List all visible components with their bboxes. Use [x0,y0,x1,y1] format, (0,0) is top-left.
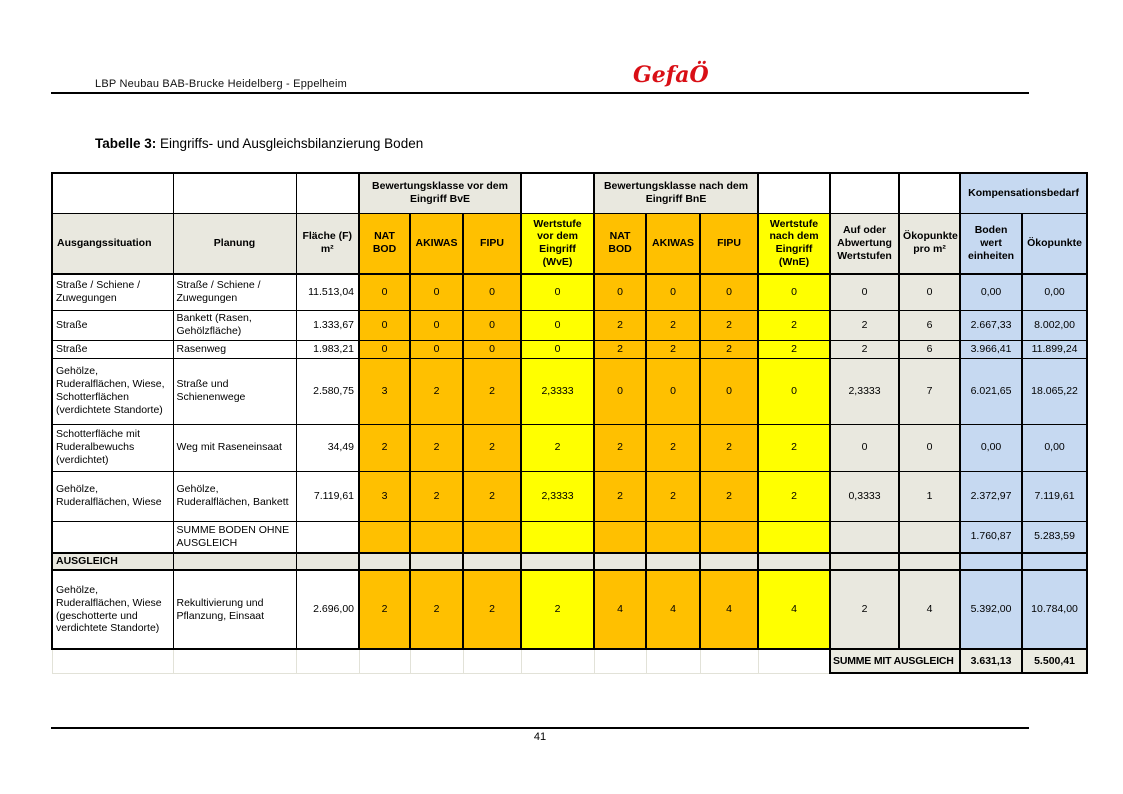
table-cell: Gehölze, Ruderalflächen, Wiese (geschotterte und verdichtete Standorte) [52,570,173,649]
empty-cell [594,649,646,673]
table-cell [700,521,758,553]
table-cell [410,553,463,570]
table-row-4 [52,424,1087,471]
table-cell: 4 [758,570,830,649]
summary-bodenwerteinheiten: 3.631,13 [960,649,1022,673]
table-cell: 0 [758,274,830,310]
table-cell: 0 [594,358,646,424]
table-row-2 [52,340,1087,358]
table-row-6 [52,521,1087,553]
summary-oekopunkte: 5.500,41 [1022,649,1087,673]
empty-cell [410,649,463,673]
empty-group-cell [173,173,296,213]
table-cell: 2 [463,424,521,471]
table-cell: 1.760,87 [960,521,1022,553]
empty-cell [521,649,594,673]
table-row-3 [52,358,1087,424]
table-cell [830,521,899,553]
table-cell [1022,553,1087,570]
table-cell: Straße / Schiene / Zuwegungen [52,274,173,310]
table-cell [594,521,646,553]
table-cell: 3.966,41 [960,340,1022,358]
col-header-auf-abwertung: Auf oder Abwertung Wertstufen [830,213,899,274]
table-cell: 2 [830,340,899,358]
table-header-row [52,213,1087,274]
balance-table [51,172,1088,674]
empty-group-cell [830,173,899,213]
table-cell: 2 [594,310,646,340]
table-row-1 [52,310,1087,340]
table-cell: 0 [700,274,758,310]
table-cell: Straße [52,310,173,340]
col-header-natbod-vor: NAT BOD [359,213,410,274]
table-cell: 2 [758,424,830,471]
table-cell: 2,3333 [830,358,899,424]
table-cell: 2.372,97 [960,471,1022,521]
table-cell [296,553,359,570]
table-cell: 2 [359,424,410,471]
table-cell: 0,00 [1022,274,1087,310]
table-cell: 2 [521,424,594,471]
table-cell: 0,00 [960,274,1022,310]
empty-cell [646,649,700,673]
group-header-kompensationsbedarf: Kompensationsbedarf [960,173,1087,213]
table-cell: 2 [594,424,646,471]
empty-group-cell [758,173,830,213]
summary-label: SUMME MIT AUSGLEICH [830,649,960,673]
table-cell: 2 [410,424,463,471]
table-cell: 2 [410,471,463,521]
empty-group-cell [899,173,960,213]
table-cell: 0 [700,358,758,424]
table-cell: 4 [594,570,646,649]
table-title-text: Eingriffs- und Ausgleichsbilanzierung Boden [160,136,424,151]
table-cell: 4 [646,570,700,649]
table-cell: 2 [758,340,830,358]
document-header-text: LBP Neubau BAB-Brucke Heidelberg - Eppelheim [95,78,347,90]
empty-group-cell [52,173,173,213]
table-cell: 0 [463,310,521,340]
table-cell: 0 [521,274,594,310]
table-cell [359,553,410,570]
table-cell: 11.899,24 [1022,340,1087,358]
col-header-flaeche: Fläche (F) m² [296,213,359,274]
table-cell: 0 [646,358,700,424]
table-cell: 2 [646,340,700,358]
col-header-wertstufe-vor: Wertstufe vor dem Eingriff (WvE) [521,213,594,274]
table-cell: 2 [830,570,899,649]
col-header-oekopunkte-pro-m2: Ökopunkte pro m² [899,213,960,274]
table-cell: 5.283,59 [1022,521,1087,553]
table-cell [899,553,960,570]
table-cell: Gehölze, Ruderalflächen, Wiese, Schotterflächen (verdichtete Standorte) [52,358,173,424]
table-cell: 2 [646,471,700,521]
table-cell: 0 [463,340,521,358]
table-cell: 7.119,61 [1022,471,1087,521]
table-cell: 0 [359,340,410,358]
table-cell [960,553,1022,570]
empty-cell [296,649,359,673]
table-cell: 2 [758,310,830,340]
table-cell [410,521,463,553]
table-cell: 0 [758,358,830,424]
table-cell: 2 [646,424,700,471]
table-cell [296,521,359,553]
table-cell: 0 [899,274,960,310]
table-cell: 2 [410,358,463,424]
table-cell: 1.333,67 [296,310,359,340]
table-cell: 34,49 [296,424,359,471]
table-cell [463,553,521,570]
table-cell: 3 [359,358,410,424]
table-cell [646,553,700,570]
empty-group-cell [521,173,594,213]
table-cell: 18.065,22 [1022,358,1087,424]
table-cell: 8.002,00 [1022,310,1087,340]
table-cell: 2 [521,570,594,649]
table-cell [359,521,410,553]
empty-cell [52,649,173,673]
table-cell: 1 [899,471,960,521]
table-cell: 6 [899,310,960,340]
table-cell: 2 [463,570,521,649]
col-header-akiwas-nach: AKIWAS [646,213,700,274]
table-cell: 2.667,33 [960,310,1022,340]
group-header-bne: Bewertungsklasse nach dem Eingriff BnE [594,173,758,213]
table-cell [758,553,830,570]
table-cell [594,553,646,570]
table-cell [700,553,758,570]
empty-cell [463,649,521,673]
table-cell: Schotterfläche mit Ruderalbewuchs (verdichtet) [52,424,173,471]
table-cell: 0 [410,274,463,310]
footer-rule [51,727,1029,729]
table-cell: 2 [700,471,758,521]
table-cell: 7 [899,358,960,424]
table-cell [899,521,960,553]
table-cell: 3 [359,471,410,521]
table-body [52,274,1087,673]
table-cell: Gehölze, Ruderalflächen, Wiese [52,471,173,521]
table-cell: 0 [646,274,700,310]
empty-cell [173,649,296,673]
table-cell: 0 [521,340,594,358]
col-header-ausgangssituation: Ausgangssituation [52,213,173,274]
table-cell: 2 [463,471,521,521]
col-header-fipu-nach: FIPU [700,213,758,274]
table-cell: 0 [410,310,463,340]
table-cell: 0 [594,274,646,310]
table-cell: 2.696,00 [296,570,359,649]
table-cell: 2.580,75 [296,358,359,424]
empty-cell [700,649,758,673]
table-cell: 2 [594,340,646,358]
table-cell: 1.983,21 [296,340,359,358]
table-title [95,136,423,151]
col-header-planung: Planung [173,213,296,274]
table-cell: 0 [521,310,594,340]
table-title-label: Tabelle 3: [95,136,157,151]
table-cell [646,521,700,553]
table-cell: 0 [899,424,960,471]
table-cell: 2 [463,358,521,424]
table-cell: 4 [899,570,960,649]
table-cell: Bankett (Rasen, Gehölzfläche) [173,310,296,340]
table-cell [521,521,594,553]
empty-group-cell [296,173,359,213]
table-cell: Straße / Schiene / Zuwegungen [173,274,296,310]
table-cell: 11.513,04 [296,274,359,310]
col-header-oekopunkte: Ökopunkte [1022,213,1087,274]
table-row-ausgleich-header [52,553,1087,570]
empty-cell [758,649,830,673]
table-cell [758,521,830,553]
table-row-0 [52,274,1087,310]
table-cell [830,553,899,570]
table-cell: Straße [52,340,173,358]
table-cell: 7.119,61 [296,471,359,521]
table-cell: 2 [646,310,700,340]
table-cell: SUMME BODEN OHNE AUSGLEICH [173,521,296,553]
table-cell: 2 [359,570,410,649]
table-cell: 0 [830,274,899,310]
table-cell: 2 [700,310,758,340]
table-cell: Gehölze, Ruderalflächen, Bankett [173,471,296,521]
table-cell: 2 [700,424,758,471]
table-cell: 2 [410,570,463,649]
table-cell: 0 [359,274,410,310]
table-cell: 2 [758,471,830,521]
table-cell: 6 [899,340,960,358]
table-cell: 0 [830,424,899,471]
table-cell: 0 [359,310,410,340]
header-rule [51,92,1029,94]
company-logo: GefaÖ [633,62,709,88]
table-row-ausgleich-0 [52,570,1087,649]
table-cell: 6.021,65 [960,358,1022,424]
table-cell: 2,3333 [521,471,594,521]
table-row-5 [52,471,1087,521]
empty-cell [359,649,410,673]
table-cell [521,553,594,570]
table-cell: Rekultivierung und Pflanzung, Einsaat [173,570,296,649]
page-number: 41 [533,731,547,743]
table-cell: 10.784,00 [1022,570,1087,649]
col-header-wertstufe-nach: Wertstufe nach dem Eingriff (WnE) [758,213,830,274]
table-cell [173,553,296,570]
table-cell: Weg mit Raseneinsaat [173,424,296,471]
table-cell: Rasenweg [173,340,296,358]
col-header-natbod-nach: NAT BOD [594,213,646,274]
table-group-header-row [52,173,1087,213]
table-cell: 5.392,00 [960,570,1022,649]
table-cell: 2,3333 [521,358,594,424]
table-cell [463,521,521,553]
table-cell: 2 [700,340,758,358]
table-cell: AUSGLEICH [52,553,173,570]
table-cell: 2 [830,310,899,340]
table-cell: 0 [410,340,463,358]
col-header-akiwas-vor: AKIWAS [410,213,463,274]
table-cell: 0,3333 [830,471,899,521]
table-cell: 0,00 [1022,424,1087,471]
table-cell [52,521,173,553]
table-cell: 2 [594,471,646,521]
table-row-summe-mit-ausgleich [52,649,1087,673]
table-cell: 0 [463,274,521,310]
group-header-bve: Bewertungsklasse vor dem Eingriff BvE [359,173,521,213]
col-header-bodenwerteinheiten: Boden wert einheiten [960,213,1022,274]
table-cell: 4 [700,570,758,649]
table-cell: 0,00 [960,424,1022,471]
col-header-fipu-vor: FIPU [463,213,521,274]
table-cell: Straße und Schienenwege [173,358,296,424]
